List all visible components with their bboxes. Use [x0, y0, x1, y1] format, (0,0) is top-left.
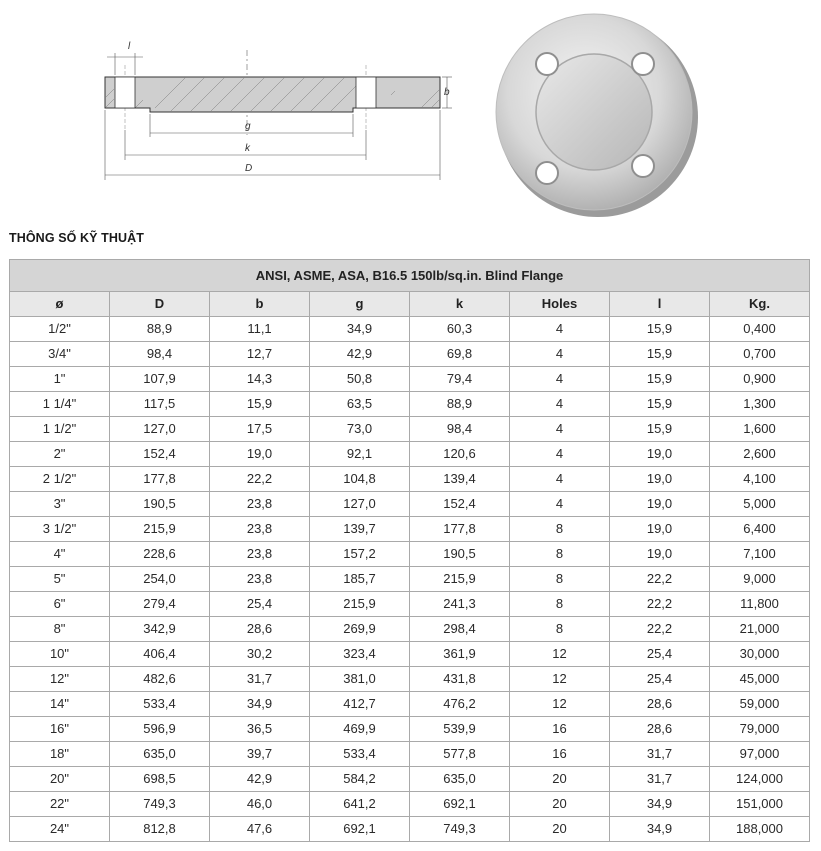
table-cell: 4 — [510, 417, 610, 442]
table-cell: 215,9 — [410, 567, 510, 592]
table-row — [10, 442, 810, 467]
table-cell: 279,4 — [110, 592, 210, 617]
table-row — [10, 617, 810, 642]
table-cell: 4 — [510, 367, 610, 392]
table-cell: 34,9 — [310, 317, 410, 342]
table-cell: 1 1/2" — [10, 417, 110, 442]
table-row — [10, 767, 810, 792]
table-cell: 412,7 — [310, 692, 410, 717]
table-cell: 5,000 — [710, 492, 810, 517]
table-cell: 11,1 — [210, 317, 310, 342]
table-row — [10, 417, 810, 442]
table-cell: 151,000 — [710, 792, 810, 817]
table-cell: 16" — [10, 717, 110, 742]
table-cell: 6" — [10, 592, 110, 617]
table-cell: 88,9 — [410, 392, 510, 417]
table-cell: 539,9 — [410, 717, 510, 742]
table-cell: 22,2 — [610, 567, 710, 592]
table-cell: 15,9 — [610, 392, 710, 417]
table-cell: 98,4 — [410, 417, 510, 442]
table-cell: 39,7 — [210, 742, 310, 767]
table-cell: 4 — [510, 492, 610, 517]
table-cell: 577,8 — [410, 742, 510, 767]
table-row — [10, 692, 810, 717]
table-cell: 215,9 — [110, 517, 210, 542]
table-cell: 749,3 — [410, 817, 510, 842]
table-cell: 7,100 — [710, 542, 810, 567]
table-caption: ANSI, ASME, ASA, B16.5 150lb/sq.in. Blind Flange — [10, 260, 810, 292]
table-cell: 139,4 — [410, 467, 510, 492]
table-cell: 188,000 — [710, 817, 810, 842]
table-row — [10, 717, 810, 742]
table-row — [10, 792, 810, 817]
table-cell: 69,8 — [410, 342, 510, 367]
table-cell: 30,2 — [210, 642, 310, 667]
table-cell: 25,4 — [610, 642, 710, 667]
table-cell: 8 — [510, 517, 610, 542]
table-cell: 157,2 — [310, 542, 410, 567]
table-cell: 15,9 — [610, 367, 710, 392]
table-row — [10, 667, 810, 692]
table-cell: 22,2 — [610, 592, 710, 617]
table-cell: 88,9 — [110, 317, 210, 342]
table-cell: 381,0 — [310, 667, 410, 692]
table-cell: 47,6 — [210, 817, 310, 842]
table-row — [10, 467, 810, 492]
table-cell: 107,9 — [110, 367, 210, 392]
table-cell: 98,4 — [110, 342, 210, 367]
table-cell: 177,8 — [410, 517, 510, 542]
table-cell: 127,0 — [110, 417, 210, 442]
table-cell: 20" — [10, 767, 110, 792]
table-cell: 46,0 — [210, 792, 310, 817]
table-cell: 127,0 — [310, 492, 410, 517]
table-cell: 28,6 — [610, 717, 710, 742]
table-cell: 812,8 — [110, 817, 210, 842]
table-cell: 34,9 — [610, 817, 710, 842]
table-cell: 2 1/2" — [10, 467, 110, 492]
table-cell: 25,4 — [210, 592, 310, 617]
table-cell: 19,0 — [610, 492, 710, 517]
table-cell: 19,0 — [610, 467, 710, 492]
table-row — [10, 592, 810, 617]
table-cell: 342,9 — [110, 617, 210, 642]
table-cell: 34,9 — [210, 692, 310, 717]
table-cell: 12 — [510, 692, 610, 717]
table-cell: 63,5 — [310, 392, 410, 417]
table-cell: 254,0 — [110, 567, 210, 592]
table-cell: 34,9 — [610, 792, 710, 817]
table-cell: 8 — [510, 567, 610, 592]
table-cell: 73,0 — [310, 417, 410, 442]
table-cell: 749,3 — [110, 792, 210, 817]
table-cell: 2" — [10, 442, 110, 467]
dimension-label-D: D — [245, 163, 253, 174]
table-cell: 4 — [510, 317, 610, 342]
table-cell: 23,8 — [210, 567, 310, 592]
column-header: l — [610, 292, 710, 317]
table-body — [10, 317, 810, 842]
table-cell: 152,4 — [410, 492, 510, 517]
table-cell: 8 — [510, 542, 610, 567]
table-cell: 31,7 — [610, 767, 710, 792]
table-cell: 45,000 — [710, 667, 810, 692]
table-cell: 6,400 — [710, 517, 810, 542]
table-cell: 596,9 — [110, 717, 210, 742]
column-header: b — [210, 292, 310, 317]
table-cell: 31,7 — [610, 742, 710, 767]
table-cell: 5" — [10, 567, 110, 592]
table-cell: 177,8 — [110, 467, 210, 492]
table-row — [10, 542, 810, 567]
table-cell: 10" — [10, 642, 110, 667]
blind-flange-photo — [490, 8, 700, 218]
table-cell: 584,2 — [310, 767, 410, 792]
table-cell: 23,8 — [210, 517, 310, 542]
table-cell: 19,0 — [610, 542, 710, 567]
table-cell: 406,4 — [110, 642, 210, 667]
table-cell: 482,6 — [110, 667, 210, 692]
table-cell: 12,7 — [210, 342, 310, 367]
table-cell: 20 — [510, 817, 610, 842]
table-cell: 25,4 — [610, 667, 710, 692]
table-cell: 124,000 — [710, 767, 810, 792]
table-cell: 23,8 — [210, 492, 310, 517]
table-cell: 476,2 — [410, 692, 510, 717]
table-cell: 19,0 — [610, 517, 710, 542]
table-cell: 117,5 — [110, 392, 210, 417]
table-cell: 59,000 — [710, 692, 810, 717]
table-cell: 104,8 — [310, 467, 410, 492]
dimension-label-l: l — [128, 41, 131, 52]
column-header: g — [310, 292, 410, 317]
table-cell: 20 — [510, 792, 610, 817]
table-row — [10, 567, 810, 592]
table-cell: 30,000 — [710, 642, 810, 667]
table-cell: 12 — [510, 667, 610, 692]
table-cell: 36,5 — [210, 717, 310, 742]
table-cell: 215,9 — [310, 592, 410, 617]
table-cell: 139,7 — [310, 517, 410, 542]
table-cell: 28,6 — [610, 692, 710, 717]
table-cell: 641,2 — [310, 792, 410, 817]
flange-cross-section-drawing — [95, 35, 455, 185]
table-cell: 635,0 — [410, 767, 510, 792]
dimension-label-g: g — [245, 121, 251, 132]
table-cell: 18" — [10, 742, 110, 767]
table-cell: 4" — [10, 542, 110, 567]
table-cell: 228,6 — [110, 542, 210, 567]
table-cell: 17,5 — [210, 417, 310, 442]
table-cell: 12" — [10, 667, 110, 692]
table-cell: 92,1 — [310, 442, 410, 467]
table-header-row — [10, 292, 810, 317]
column-header: Kg. — [710, 292, 810, 317]
table-cell: 2,600 — [710, 442, 810, 467]
table-cell: 4,100 — [710, 467, 810, 492]
table-cell: 15,9 — [610, 342, 710, 367]
table-cell: 635,0 — [110, 742, 210, 767]
table-cell: 3/4" — [10, 342, 110, 367]
table-cell: 28,6 — [210, 617, 310, 642]
table-cell: 692,1 — [310, 817, 410, 842]
table-cell: 1" — [10, 367, 110, 392]
table-cell: 15,9 — [610, 417, 710, 442]
table-cell: 0,900 — [710, 367, 810, 392]
table-row — [10, 642, 810, 667]
table-cell: 185,7 — [310, 567, 410, 592]
table-cell: 4 — [510, 442, 610, 467]
table-cell: 79,4 — [410, 367, 510, 392]
table-row — [10, 517, 810, 542]
table-cell: 4 — [510, 467, 610, 492]
table-cell: 152,4 — [110, 442, 210, 467]
table-cell: 22,2 — [210, 467, 310, 492]
table-cell: 692,1 — [410, 792, 510, 817]
table-cell: 12 — [510, 642, 610, 667]
table-cell: 97,000 — [710, 742, 810, 767]
table-cell: 3" — [10, 492, 110, 517]
table-cell: 9,000 — [710, 567, 810, 592]
table-row — [10, 367, 810, 392]
table-cell: 42,9 — [210, 767, 310, 792]
spec-table — [9, 259, 810, 842]
table-cell: 50,8 — [310, 367, 410, 392]
table-cell: 20 — [510, 767, 610, 792]
column-header: D — [110, 292, 210, 317]
table-cell: 79,000 — [710, 717, 810, 742]
table-cell: 431,8 — [410, 667, 510, 692]
table-cell: 15,9 — [610, 317, 710, 342]
table-cell: 15,9 — [210, 392, 310, 417]
table-cell: 8 — [510, 592, 610, 617]
table-cell: 60,3 — [410, 317, 510, 342]
table-cell: 14" — [10, 692, 110, 717]
dimension-label-b: b — [444, 87, 450, 98]
table-cell: 1 1/4" — [10, 392, 110, 417]
table-row — [10, 317, 810, 342]
table-row — [10, 817, 810, 842]
table-cell: 241,3 — [410, 592, 510, 617]
table-cell: 190,5 — [410, 542, 510, 567]
table-cell: 1,300 — [710, 392, 810, 417]
table-cell: 8 — [510, 617, 610, 642]
table-row — [10, 392, 810, 417]
table-cell: 190,5 — [110, 492, 210, 517]
table-cell: 269,9 — [310, 617, 410, 642]
column-header: ø — [10, 292, 110, 317]
table-cell: 16 — [510, 717, 610, 742]
table-cell: 1/2" — [10, 317, 110, 342]
table-cell: 323,4 — [310, 642, 410, 667]
table-cell: 1,600 — [710, 417, 810, 442]
table-cell: 533,4 — [110, 692, 210, 717]
column-header: k — [410, 292, 510, 317]
table-cell: 298,4 — [410, 617, 510, 642]
table-cell: 4 — [510, 392, 610, 417]
table-cell: 0,700 — [710, 342, 810, 367]
column-header: Holes — [510, 292, 610, 317]
table-row — [10, 742, 810, 767]
table-cell: 3 1/2" — [10, 517, 110, 542]
table-cell: 21,000 — [710, 617, 810, 642]
table-cell: 698,5 — [110, 767, 210, 792]
table-cell: 11,800 — [710, 592, 810, 617]
table-cell: 4 — [510, 342, 610, 367]
table-cell: 16 — [510, 742, 610, 767]
dimension-label-k: k — [245, 143, 250, 154]
table-row — [10, 342, 810, 367]
table-cell: 8" — [10, 617, 110, 642]
table-cell: 23,8 — [210, 542, 310, 567]
table-cell: 0,400 — [710, 317, 810, 342]
table-cell: 361,9 — [410, 642, 510, 667]
table-cell: 19,0 — [210, 442, 310, 467]
table-cell: 120,6 — [410, 442, 510, 467]
table-cell: 42,9 — [310, 342, 410, 367]
table-cell: 31,7 — [210, 667, 310, 692]
table-cell: 19,0 — [610, 442, 710, 467]
table-cell: 533,4 — [310, 742, 410, 767]
table-cell: 24" — [10, 817, 110, 842]
table-row — [10, 492, 810, 517]
section-title: THÔNG SỐ KỸ THUẬT — [9, 231, 145, 245]
table-cell: 22" — [10, 792, 110, 817]
table-cell: 469,9 — [310, 717, 410, 742]
table-cell: 22,2 — [610, 617, 710, 642]
table-cell: 14,3 — [210, 367, 310, 392]
